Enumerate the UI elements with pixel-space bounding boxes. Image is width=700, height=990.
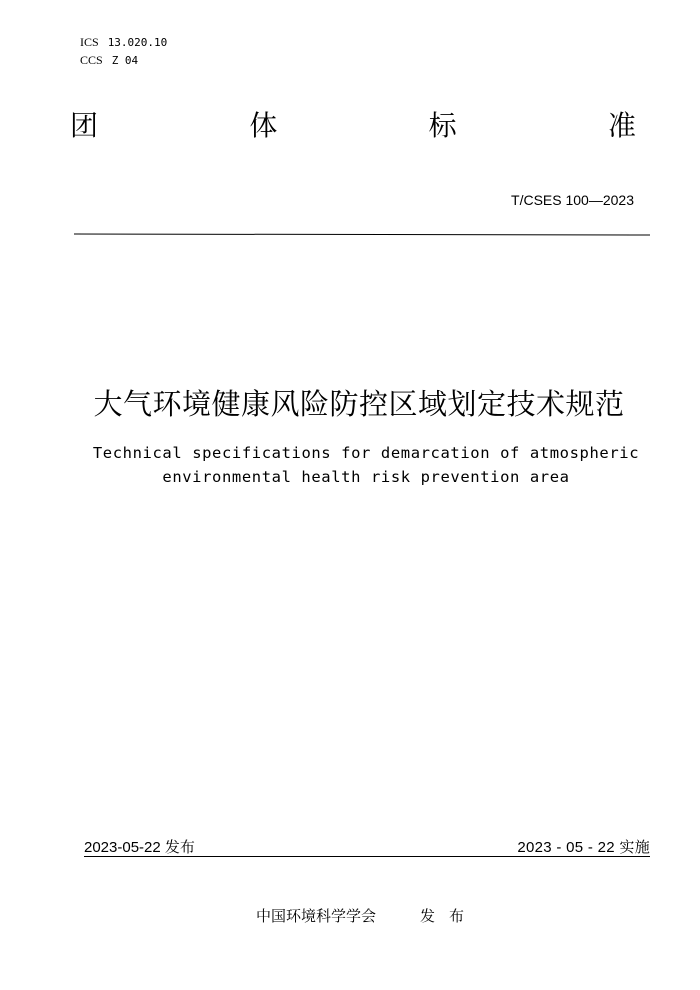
chinese-title: 大气环境健康风险防控区域划定技术规范 (93, 387, 625, 421)
ics-label: ICS (80, 35, 99, 49)
top-divider (74, 233, 650, 235)
standard-type-char: 团 (70, 109, 99, 142)
standard-type-char: 体 (249, 109, 278, 142)
english-title-line-1: Technical specifications for demarcation of atmospheric (92, 444, 640, 462)
publish-date: 2023-05-22 发布 (84, 839, 195, 856)
ics-value: 13.020.10 (107, 36, 168, 49)
issuing-organization: 中国环境科学学会 (256, 907, 377, 925)
issue-label: 发布 (420, 907, 479, 925)
bottom-divider (84, 856, 650, 857)
ccs-value: Z 04 (111, 54, 139, 67)
ccs-label: CCS (80, 53, 103, 67)
standard-type-heading (70, 108, 636, 144)
english-title-line-2: environmental health risk prevention area (162, 468, 570, 486)
ccs-code (80, 53, 138, 68)
implementation-date: 2023 - 05 - 22 实施 (517, 839, 650, 856)
standard-type-char: 准 (607, 109, 636, 142)
ics-code (80, 35, 167, 50)
standard-number: T/CSES 100—2023 (511, 192, 634, 208)
standard-type-char: 标 (428, 109, 457, 142)
